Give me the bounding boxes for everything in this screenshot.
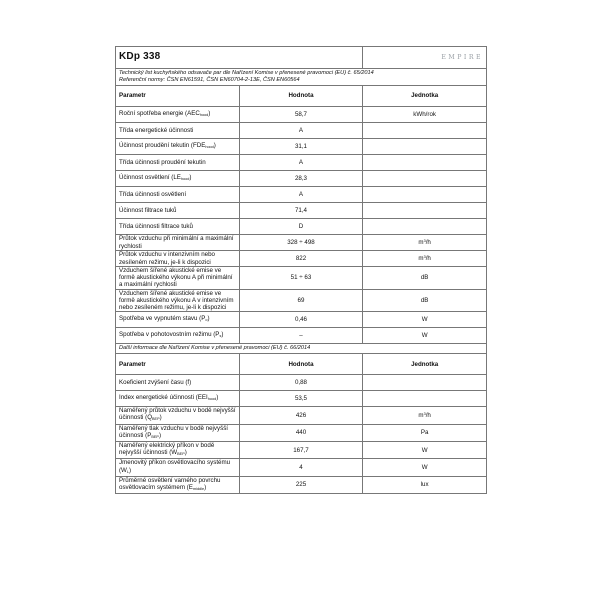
- param-value: 71,4: [294, 206, 307, 214]
- param-value: 426: [295, 411, 307, 419]
- unit-cell: [363, 235, 487, 251]
- param-unit: W: [421, 464, 428, 472]
- value-cell: [239, 235, 363, 251]
- unit-cell: [363, 375, 487, 391]
- table-row: [116, 203, 487, 219]
- unit-superscript: 3: [423, 255, 426, 260]
- unit-cell: [363, 328, 487, 344]
- info-cell: [116, 69, 487, 86]
- col-param-header: Parametr: [116, 86, 240, 107]
- param-unit: dB: [420, 274, 429, 282]
- param-label-tail: ): [208, 109, 211, 117]
- value-cell: [239, 187, 363, 203]
- table-row: [116, 407, 487, 424]
- param-label: Vzduchem šířené akustické emise ve formě akustického výkonu A při minimální a maximální rychlosti: [119, 267, 233, 289]
- param-label: Naměřený průtok vzduchu v bodě nejvyšší účinnosti (Q: [119, 407, 236, 422]
- param-subscript: BEP: [152, 417, 160, 422]
- param-label: Průměrné osvětlení varného povrchu osvětlovacím systémem (E: [119, 476, 221, 492]
- param-subscript: s: [219, 334, 222, 339]
- info-row: [116, 69, 487, 86]
- param-value: 0,88: [294, 379, 307, 387]
- unit-cell: [363, 312, 487, 328]
- value-cell: [239, 107, 363, 123]
- param-label-tail: ): [207, 315, 210, 323]
- table-row: [116, 251, 487, 267]
- param-label-tail: ): [159, 414, 162, 422]
- param-subscript: hood: [199, 112, 209, 117]
- table-row: [116, 391, 487, 407]
- param-subscript: middle: [192, 487, 205, 492]
- param-cell: [116, 107, 240, 123]
- datasheet-table: [115, 46, 487, 494]
- param-cell: [116, 203, 240, 219]
- unit-cell: [363, 442, 487, 459]
- value-cell: [239, 219, 363, 235]
- param-cell: [116, 267, 240, 290]
- unit-cell: [363, 123, 487, 139]
- param-label-tail: ): [158, 431, 161, 439]
- unit-cell: [363, 171, 487, 187]
- param-value: A: [298, 190, 304, 198]
- param-subscript: hood: [205, 144, 214, 149]
- info-line-2: Referenční normy: ČSN EN61591, ČSN EN60704-2-13E, ČSN EN60564: [119, 77, 300, 83]
- param-cell: [116, 476, 240, 493]
- table-row: [116, 375, 487, 391]
- param-label: Třída energetické účinnosti: [119, 126, 194, 134]
- unit-cell: [363, 424, 487, 441]
- param-subscript: BEP: [151, 434, 159, 439]
- unit-cell: [363, 219, 487, 235]
- param-label-tail: ): [213, 141, 216, 149]
- param-value: 0,46: [294, 316, 307, 324]
- param-cell: [116, 459, 240, 476]
- unit-superscript: 3: [423, 239, 426, 244]
- col-value-header: Hodnota: [239, 86, 363, 107]
- param-label: Koeficient zvýšení času (f): [119, 379, 192, 387]
- value-cell: [239, 312, 363, 328]
- param-cell: [116, 375, 240, 391]
- header-row: [116, 47, 487, 69]
- model-cell: [116, 47, 363, 69]
- param-subscript: BEP: [177, 452, 185, 457]
- param-value: –: [299, 332, 303, 340]
- param-label: Vzduchem šířené akustické emise ve formě akustického výkonu A v intenzivním nebo zesíleném režimu, je-li k dispozici: [119, 289, 234, 312]
- table-row: [116, 312, 487, 328]
- unit-tail: /h: [425, 255, 431, 263]
- value-cell: [239, 267, 363, 290]
- param-cell: [116, 442, 240, 459]
- param-value: A: [298, 126, 304, 134]
- unit-superscript: 3: [423, 412, 426, 417]
- unit-cell: [363, 459, 487, 476]
- param-label-tail: ): [221, 331, 224, 339]
- param-cell: [116, 155, 240, 171]
- param-value: 440: [295, 429, 307, 437]
- param-unit: m: [418, 239, 424, 247]
- param-cell: [116, 407, 240, 424]
- unit-cell: [363, 289, 487, 312]
- value-cell: [239, 391, 363, 407]
- param-cell: [116, 424, 240, 441]
- param-cell: [116, 289, 240, 312]
- unit-cell: [363, 407, 487, 424]
- param-value: D: [298, 222, 304, 230]
- datasheet-body: [116, 47, 487, 494]
- value-cell: [239, 123, 363, 139]
- param-value: 31,1: [294, 142, 307, 150]
- value-cell: [239, 424, 363, 441]
- param-label: Index energetické účinnosti (EEI: [119, 394, 208, 402]
- param-label-tail: ): [189, 173, 192, 181]
- param-unit: Pa: [420, 429, 429, 437]
- table-row: [116, 267, 487, 290]
- table-row: [116, 289, 487, 312]
- col-param-header: Parametr: [116, 354, 240, 375]
- param-unit: lux: [420, 481, 429, 489]
- value-cell: [239, 328, 363, 344]
- param-value: 69: [297, 296, 305, 304]
- param-label: Třída účinnosti proudění tekutin: [119, 158, 206, 166]
- param-unit: m: [418, 412, 424, 420]
- param-cell: [116, 171, 240, 187]
- info-line-1: Technický list kuchyňského odsavače par dle Nařízení Komise v přenesené pravomoci (EU) č. 65/2014: [119, 70, 374, 76]
- table-row: [116, 123, 487, 139]
- param-unit: W: [421, 446, 428, 454]
- param-cell: [116, 123, 240, 139]
- param-value: 822: [295, 254, 307, 262]
- unit-cell: [363, 267, 487, 290]
- value-cell: [239, 251, 363, 267]
- param-label-tail: ): [129, 466, 132, 474]
- param-subscript: hood: [180, 176, 190, 181]
- param-value: 225: [295, 481, 307, 489]
- col-unit-header: Jednotka: [363, 86, 487, 107]
- value-cell: [239, 407, 363, 424]
- table-row: [116, 459, 487, 476]
- table-row: [116, 187, 487, 203]
- table-row: [116, 235, 487, 251]
- info2-row: [116, 344, 487, 354]
- param-unit: dB: [420, 296, 429, 304]
- model-name: KDp 338: [119, 51, 161, 63]
- param-label: Roční spotřeba energie (AEC: [119, 109, 200, 117]
- param-label: Naměřený elektrický příkon v bodě nejvyšší účinnosti (W: [119, 442, 215, 457]
- param-label: Účinnost proudění tekutin (FDE: [119, 141, 206, 149]
- param-value: 28,3: [294, 174, 307, 182]
- unit-cell: [363, 139, 487, 155]
- param-value: 58,7: [294, 110, 307, 118]
- table2-column-header: [116, 354, 487, 375]
- unit-tail: /h: [425, 412, 431, 420]
- param-cell: [116, 312, 240, 328]
- param-value: 51 ÷ 63: [290, 274, 312, 282]
- param-unit: W: [421, 316, 428, 324]
- unit-cell: [363, 187, 487, 203]
- value-cell: [239, 476, 363, 493]
- param-label-tail: ): [184, 449, 187, 457]
- table-row: [116, 476, 487, 493]
- value-cell: [239, 203, 363, 219]
- param-cell: [116, 219, 240, 235]
- param-label-tail: ): [204, 484, 207, 492]
- param-label: Spotřeba ve vypnutém stavu (P: [119, 315, 206, 323]
- unit-cell: [363, 155, 487, 171]
- table-row: [116, 219, 487, 235]
- param-label: Průtok vzduchu v intenzivním nebo zesíleném režimu, je-li k dispozici: [119, 251, 215, 266]
- unit-cell: [363, 107, 487, 123]
- unit-cell: [363, 203, 487, 219]
- value-cell: [239, 171, 363, 187]
- table-row: [116, 107, 487, 123]
- param-cell: [116, 251, 240, 267]
- param-cell: [116, 391, 240, 407]
- value-cell: [239, 459, 363, 476]
- param-value: 53,5: [294, 395, 307, 403]
- table-row: [116, 155, 487, 171]
- value-cell: [239, 442, 363, 459]
- param-cell: [116, 187, 240, 203]
- param-subscript: L: [126, 469, 130, 474]
- table-row: [116, 139, 487, 155]
- value-cell: [239, 289, 363, 312]
- param-label: Účinnost osvětlení (LE: [119, 173, 181, 181]
- param-label: Průtok vzduchu při minimální a maximální rychlosti: [119, 235, 234, 250]
- col-value-header: Hodnota: [239, 354, 363, 375]
- col-unit-header: Jednotka: [363, 354, 487, 375]
- param-cell: [116, 139, 240, 155]
- unit-cell: [363, 476, 487, 493]
- param-value: 328 ÷ 498: [287, 238, 315, 246]
- unit-cell: [363, 251, 487, 267]
- param-value: A: [298, 158, 304, 166]
- param-label: Třída účinnosti filtrace tuků: [119, 222, 193, 230]
- param-subscript: o: [205, 318, 208, 323]
- param-value: 167,7: [293, 446, 309, 454]
- table-row: [116, 442, 487, 459]
- param-label: Třída účinnosti osvětlení: [119, 190, 187, 198]
- param-cell: [116, 328, 240, 344]
- table-row: [116, 328, 487, 344]
- info2-cell: Další informace dle Nařízení Komise v přenesené pravomoci (EU) č. 66/2014: [116, 344, 487, 354]
- param-label-tail: ): [216, 394, 219, 402]
- table-row: [116, 171, 487, 187]
- param-label: Účinnost filtrace tuků: [119, 206, 177, 214]
- table-row: [116, 424, 487, 441]
- param-label: Spotřeba v pohotovostním režimu (P: [119, 331, 220, 339]
- param-cell: [116, 235, 240, 251]
- brand-logo: EMPIRE: [363, 47, 487, 69]
- param-unit: W: [421, 332, 428, 340]
- energy-datasheet: [115, 46, 487, 494]
- unit-tail: /h: [425, 239, 431, 247]
- param-label: Jmenovitý příkon osvětlovacího systému (W: [119, 459, 231, 474]
- value-cell: [239, 375, 363, 391]
- value-cell: [239, 139, 363, 155]
- param-value: 4: [299, 464, 303, 472]
- unit-cell: [363, 391, 487, 407]
- param-unit: kWh/rok: [413, 110, 436, 118]
- param-subscript: hood: [207, 397, 217, 402]
- table1-column-header: [116, 86, 487, 107]
- value-cell: [239, 155, 363, 171]
- param-unit: m: [418, 255, 424, 263]
- param-label: Naměřený tlak vzduchu v bodě nejvyšší účinnosti (P: [119, 424, 229, 439]
